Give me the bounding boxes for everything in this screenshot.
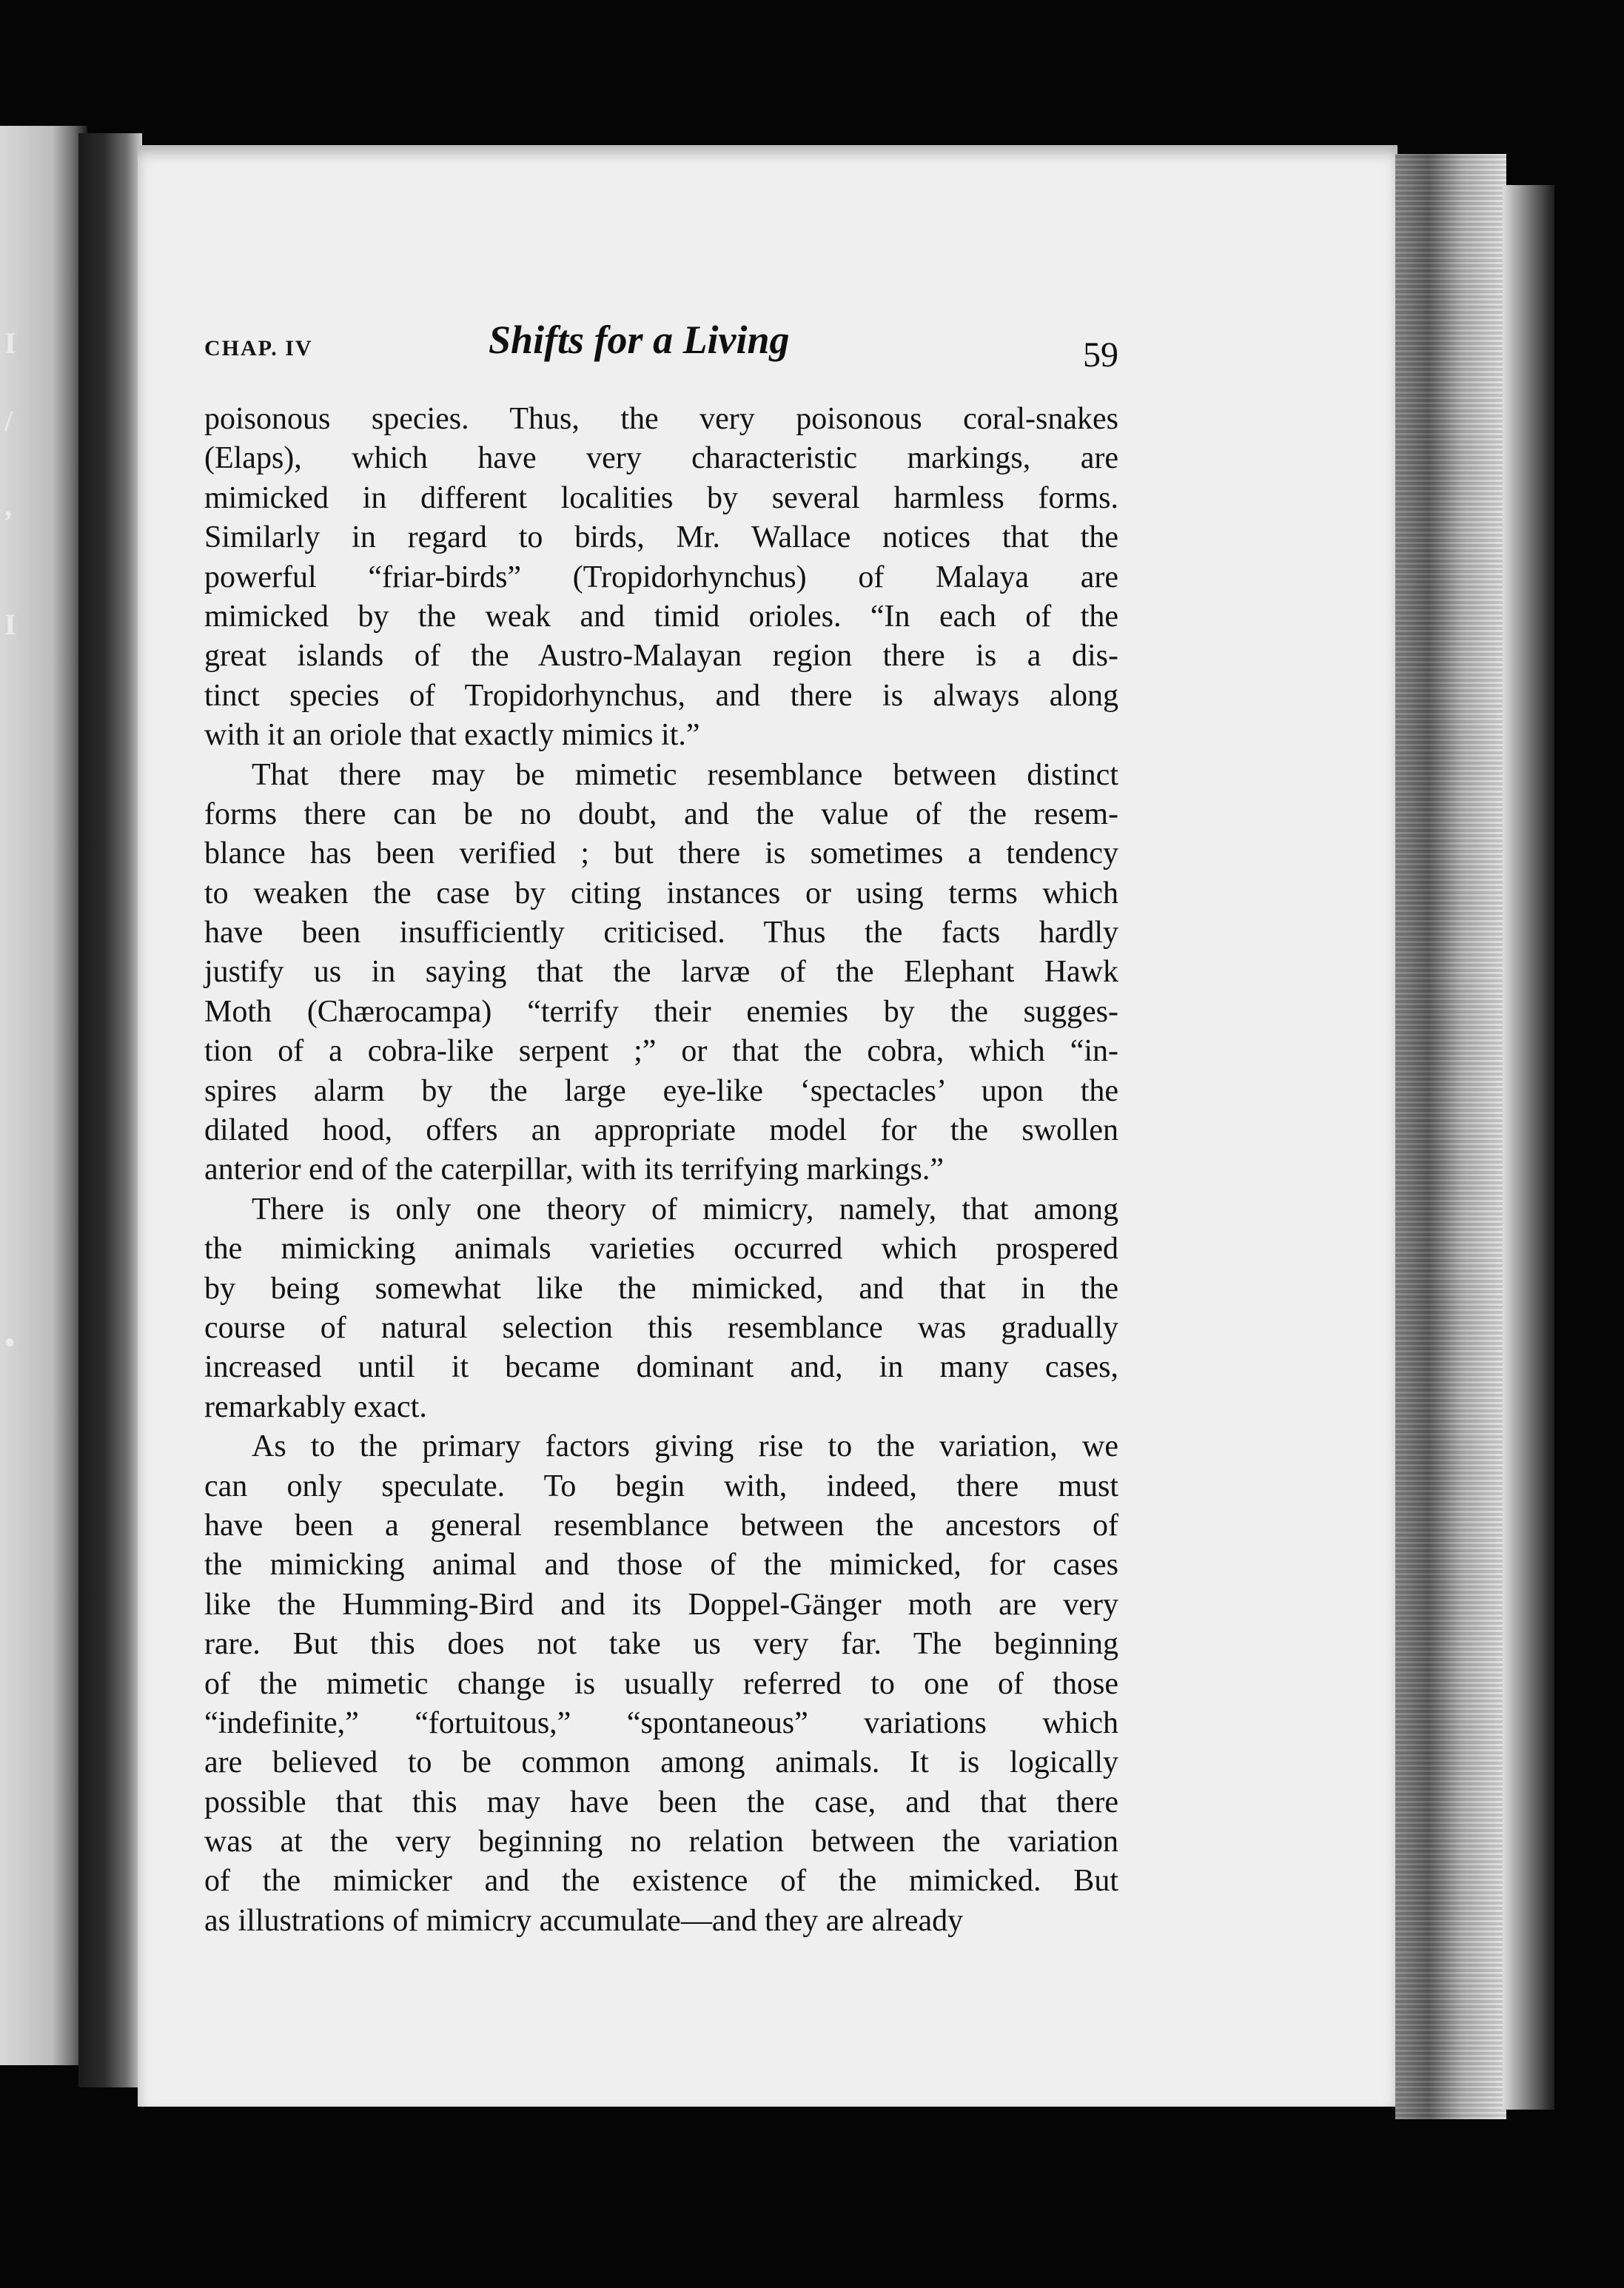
margin-mark: • [4,1326,16,1359]
text-line: dilated hood, offers an appropriate model for the swollen [204,1113,1118,1148]
paragraph [204,400,1118,756]
text-line: like the Humming-Bird and its Doppel-Gänger moth are very [204,1587,1118,1622]
text-line: As to the primary factors giving rise to the variation, we [252,1429,1118,1464]
text-line: spires alarm by the large eye-like ‘spectacles’ upon the [204,1073,1118,1108]
text-line: powerful “friar-birds” (Tropidorhynchus) of Malaya are [204,560,1118,594]
book-cover-edge [1503,185,1554,2110]
text-line: Moth (Chærocampa) “terrify their enemies by the sugges- [204,994,1118,1029]
text-line: “indefinite,” “fortuitous,” “spontaneous” variations which [204,1705,1118,1740]
body-text [204,400,1118,1941]
paragraph [204,756,1118,1190]
text-line: by being somewhat like the mimicked, and that in the [204,1271,1118,1306]
text-line: mimicked by the weak and timid orioles. “In each of the [204,599,1118,634]
text-line: increased until it became dominant and, in many cases, [204,1350,1118,1385]
page-stack-edge [1395,154,1506,2119]
text-line: have been a general resemblance between the ancestors of [204,1508,1118,1543]
margin-mark: I [4,326,16,360]
text-line: justify us in saying that the larvæ of the Elephant Hawk [204,955,1118,990]
text-line: of the mimicker and the existence of the mimicked. But [204,1864,1118,1899]
book-gutter [78,133,142,2087]
text-line: the mimicking animals varieties occurred which prospered [204,1232,1118,1267]
text-line: have been insufficiently criticised. Thus the facts hardly [204,916,1118,950]
text-line: rare. But this does not take us very far. The beginning [204,1627,1118,1662]
chapter-label: CHAP. IV [204,336,313,360]
text-line: was at the very beginning no relation between the variation [204,1825,1118,1859]
text-line: That there may be mimetic resemblance between distinct [252,757,1118,792]
text-line: mimicked in different localities by several harmless forms. [204,480,1118,515]
text-line: forms there can be no doubt, and the value of the resem- [204,796,1118,831]
text-line: to weaken the case by citing instances or using terms which [204,876,1118,910]
running-header [204,317,1118,376]
text-line: can only speculate. To begin with, indeed, there must [204,1469,1118,1503]
text-line: the mimicking animal and those of the mimicked, for cases [204,1548,1118,1583]
text-line: There is only one theory of mimicry, namely, that among [252,1192,1118,1227]
margin-mark: I [4,608,16,641]
text-line: Similarly in regard to birds, Mr. Wallace notices that the [204,520,1118,555]
text-line: poisonous species. Thus, the very poisonous coral-snakes [204,402,1118,436]
text-line: blance has been verified ; but there is sometimes a tendency [204,836,1118,871]
margin-mark: / [4,404,13,437]
text-line: anterior end of the caterpillar, with its terrifying markings.” [204,1153,944,1187]
text-line: tion of a cobra-like serpent ;” or that the cobra, which “in- [204,1034,1118,1069]
facing-page-margin-marks [0,0,30,2288]
paragraph [204,1427,1118,1941]
text-line: tinct species of Tropidorhynchus, and there is always along [204,678,1118,713]
text-line: of the mimetic change is usually referred to one of those [204,1666,1118,1701]
margin-mark: , [4,489,12,523]
text-line: are believed to be common among animals. It is logically [204,1745,1118,1780]
paragraph [204,1190,1118,1427]
text-line: with it an oriole that exactly mimics it.” [204,718,700,753]
text-line: course of natural selection this resemblance was gradually [204,1310,1118,1345]
running-title: Shifts for a Living [489,318,790,362]
text-line: (Elaps), which have very characteristic markings, are [204,441,1118,476]
text-line: great islands of the Austro-Malayan region there is a dis- [204,639,1118,674]
text-line: remarkably exact. [204,1389,427,1424]
text-line: as illustrations of mimicry accumulate—and they are already [204,1903,964,1938]
text-line: possible that this may have been the case, and that there [204,1785,1118,1819]
page-number: 59 [1083,335,1118,375]
